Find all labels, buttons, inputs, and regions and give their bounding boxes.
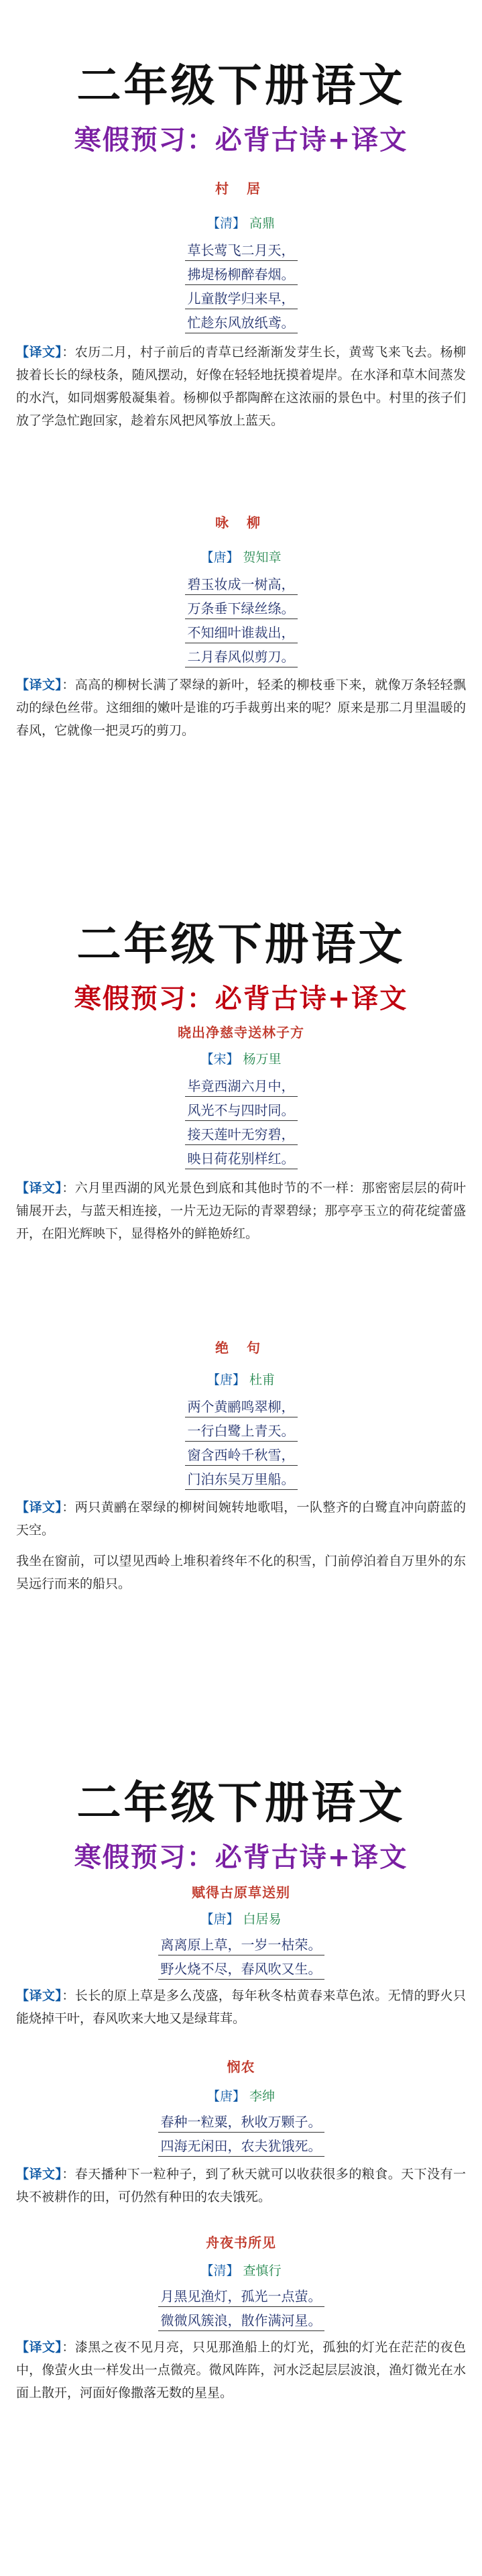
poem-author-name: 杨万里 [243, 1052, 282, 1067]
poem-dynasty: 【清】 [206, 216, 245, 231]
poem-line: 不知细叶谁裁出， [0, 624, 482, 643]
poem-line: 野火烧不尽，春风吹又生。 [0, 1960, 482, 1980]
poem-line: 忙趁东风放纸鸢。 [0, 314, 482, 333]
poem-line: 一行白鹭上青天。 [0, 1422, 482, 1442]
poem-dynasty: 【宋】 [200, 1052, 239, 1067]
poem-author [0, 549, 482, 566]
translation-text: ：春天播种下一粒种子，到了秋天就可以收获很多的粮食。天下没有一块不被耕作的田，可仍然有种田的农夫饿死。 [16, 2167, 466, 2204]
poem-line: 毕竟西湖六月中， [0, 1077, 482, 1097]
translation-tag: 【译文】 [16, 2167, 62, 2182]
translation-tag: 【译文】 [16, 1988, 62, 2003]
translation [16, 1984, 466, 2030]
page-title: 二年级下册语文 [76, 1777, 406, 1829]
translation-text: ：两只黄鹂在翠绿的柳树间婉转地歌唱，一队整齐的白鹭直冲向蔚蓝的天空。 [16, 1500, 466, 1538]
poem-line: 四海无闲田，农夫犹饿死。 [0, 2137, 482, 2157]
poem-author [0, 1051, 482, 1068]
poem-line: 碧玉妆成一树高， [0, 576, 482, 595]
poem-dynasty: 【唐】 [200, 1912, 239, 1927]
poem-title: 赋得古原草送别 [192, 1884, 290, 1900]
translation-tag: 【译文】 [16, 1500, 62, 1515]
page-title: 二年级下册语文 [76, 60, 406, 111]
poem-author-name: 高鼎 [249, 216, 276, 231]
poem-dynasty: 【唐】 [206, 1373, 245, 1387]
translation [16, 1177, 466, 1245]
translation-tag: 【译文】 [16, 678, 62, 692]
translation-tag: 【译文】 [16, 1181, 62, 1195]
poem-author [0, 215, 482, 232]
poem-line: 接天莲叶无穷碧， [0, 1126, 482, 1145]
page-title: 二年级下册语文 [76, 918, 406, 970]
poem-line: 万条垂下绿丝绦。 [0, 600, 482, 619]
page-subtitle: 寒假预习：必背古诗+译文 [74, 125, 408, 156]
page-subtitle: 寒假预习：必背古诗+译文 [74, 983, 408, 1014]
poem-line: 窗含西岭千秋雪， [0, 1446, 482, 1466]
translation-text: ：长长的原上草是多么茂盛，每年秋冬枯黄春来草色浓。无情的野火只能烧掉干叶，春风吹来大地又是绿茸茸。 [16, 1988, 466, 2026]
poem-line: 草长莺飞二月天， [0, 241, 482, 261]
poem-line: 拂堤杨柳醉春烟。 [0, 266, 482, 285]
translation-text: ：农历二月，村子前后的青草已经渐渐发芽生长，黄莺飞来飞去。杨柳披着长长的绿枝条，随风摆动，好像在轻轻地抚摸着堤岸。在水泽和草木间蒸发的水汽，如同烟雾般凝集着。杨柳似乎都陶醉在这浓丽的景色中。村里的孩子们放了学急忙跑回家，趁着东风把风筝放上蓝天。 [16, 345, 466, 428]
poem-line: 离离原上草，一岁一枯荣。 [0, 1936, 482, 1955]
poem-author [0, 2262, 482, 2279]
translation [16, 674, 466, 742]
poem-author-name: 李绅 [249, 2089, 276, 2104]
poem-line: 二月春风似剪刀。 [0, 648, 482, 667]
poem-author [0, 1371, 482, 1389]
poem-line: 春种一粒粟，秋收万颗子。 [0, 2113, 482, 2133]
poem-author-name: 贺知章 [243, 550, 282, 565]
poem-title: 村 居 [215, 180, 267, 197]
poem-card-2 [0, 859, 482, 1717]
poem-dynasty: 【唐】 [206, 2089, 245, 2104]
poem-dynasty: 【唐】 [200, 550, 239, 565]
poem-title: 晓出净慈寺送林子方 [178, 1024, 304, 1040]
poem-line: 儿童散学归来早， [0, 290, 482, 309]
translation [16, 341, 466, 432]
poem-author-name: 杜甫 [249, 1373, 276, 1387]
poem-author [0, 1911, 482, 1928]
poem-author-name: 白居易 [243, 1912, 282, 1927]
poem-title: 咏 柳 [215, 515, 267, 531]
poem-dynasty: 【清】 [200, 2263, 239, 2278]
page-subtitle: 寒假预习：必背古诗+译文 [74, 1842, 408, 1873]
translation-text: ：高高的柳树长满了翠绿的新叶，轻柔的柳枝垂下来，就像万条轻轻飘动的绿色丝带。这细细的嫩叶是谁的巧手裁剪出来的呢？原来是那二月里温暖的春风，它就像一把灵巧的剪刀。 [16, 678, 466, 738]
poem-author-name: 查慎行 [243, 2263, 282, 2278]
poem-line: 两个黄鹂鸣翠柳， [0, 1398, 482, 1417]
translation [16, 2336, 466, 2404]
translation-extra: 我坐在窗前，可以望见西岭上堆积着终年不化的积雪，门前停泊着自万里外的东吴远行而来的船只。 [16, 1554, 466, 1591]
poem-author [0, 2088, 482, 2105]
poem-line: 微微风簇浪，散作满河星。 [0, 2312, 482, 2331]
poem-card-3 [0, 1717, 482, 2576]
translation-tag: 【译文】 [16, 2340, 62, 2355]
translation-text: ：六月里西湖的风光景色到底和其他时节的不一样：那密密层层的荷叶铺展开去，与蓝天相连接，一片无边无际的青翠碧绿；那亭亭玉立的荷花绽蕾盛开，在阳光辉映下，显得格外的鲜艳娇红。 [16, 1181, 466, 1241]
poem-title: 悯农 [227, 2059, 255, 2075]
poem-line: 门泊东吴万里船。 [0, 1470, 482, 1490]
translation-text: ：漆黑之夜不见月亮，只见那渔船上的灯光，孤独的灯光在茫茫的夜色中，像萤火虫一样发出一点微亮。微风阵阵，河水泛起层层波浪，渔灯微光在水面上散开，河面好像撒落无数的星星。 [16, 2340, 466, 2400]
translation [16, 2163, 466, 2208]
poem-line: 映日荷花别样红。 [0, 1150, 482, 1169]
poem-line: 月黑见渔灯，孤光一点萤。 [0, 2288, 482, 2307]
poem-line: 风光不与四时同。 [0, 1102, 482, 1121]
poem-card-1 [0, 0, 482, 859]
poem-title: 绝 句 [215, 1340, 267, 1356]
translation [16, 1496, 466, 1542]
translation-tag: 【译文】 [16, 345, 62, 360]
poem-title: 舟夜书所见 [206, 2235, 276, 2251]
